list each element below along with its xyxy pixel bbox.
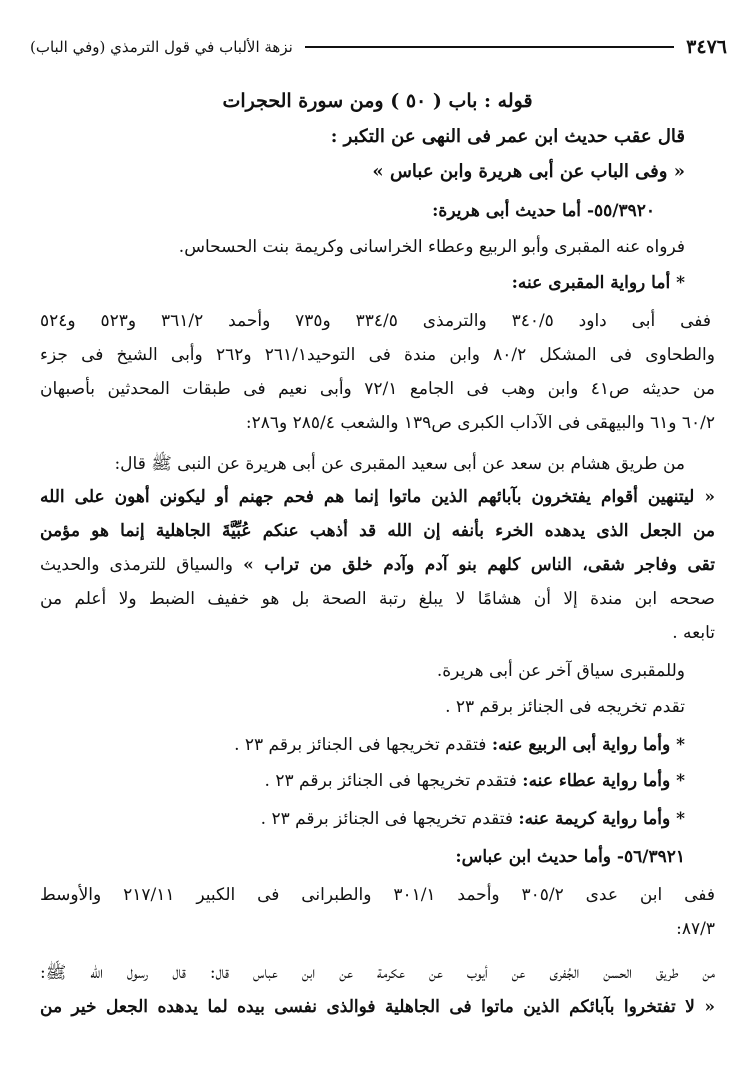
text-line: والطحاوى فى المشكل ٨٠/٢ وابن مندة فى التوحيد٢٦١/١ و٢٦٢ وأبى الشيخ فى جزء bbox=[40, 345, 715, 365]
text-line: ٨٧/٣: bbox=[676, 919, 715, 939]
text-line: وللمقبرى سياق آخر عن أبى هريرة. bbox=[436, 661, 685, 681]
running-title: نزهة الألباب في قول الترمذي (وفي الباب) bbox=[30, 38, 293, 56]
commentary-text: فتقدم تخريجها فى الجنائز برقم ٢٣ . bbox=[264, 771, 523, 791]
hadith-text-line: « لا تفتخروا بآبائكم الذين ماتوا فى الجاهلية فوالذى نفسى بيده لما يدهده الجعل خير من bbox=[40, 997, 715, 1017]
page-header bbox=[30, 30, 727, 64]
commentary-text: فتقدم تخريجها فى الجنائز برقم ٢٣ . bbox=[260, 809, 519, 829]
subsection-heading: * وأما رواية كريمة عنه: bbox=[518, 809, 685, 829]
text-line bbox=[40, 766, 685, 798]
header-rule bbox=[305, 46, 674, 48]
subheading: قال عقب حديث ابن عمر فى النهى عن التكبر : bbox=[330, 126, 685, 147]
quoted-subheading: « وفى الباب عن أبى هريرة وابن عباس » bbox=[372, 161, 685, 182]
hadith-text-line: من الجعل الذى يدهده الخرء بأنفه إن الله قد أذهب عنكم عُبِّيَّةَ الجاهلية إنما هو مؤمن bbox=[40, 521, 715, 541]
text-line: ٦٠/٢ و٦١ والبيهقى فى الآداب الكبرى ص١٣٩ والشعب ٢٨٥/٤ و٢٨٦: bbox=[245, 413, 715, 433]
commentary-text: فتقدم تخريجها فى الجنائز برقم ٢٣ . bbox=[234, 735, 492, 755]
text-line: تقدم تخريجه فى الجنائز برقم ٢٣ . bbox=[445, 697, 685, 717]
text-line: فرواه عنه المقبرى وأبو الربيع وعطاء الخراسانى وكريمة بنت الحسحاس. bbox=[178, 237, 685, 257]
text-line: من طريق هشام بن سعد عن أبى سعيد المقبرى عن أبى هريرة عن النبى ﷺ قال: bbox=[114, 454, 685, 474]
subsection-heading: * وأما رواية أبى الربيع عنه: bbox=[491, 735, 685, 755]
text-line bbox=[40, 730, 685, 762]
text-line: ففى أبى داود ٣٤٠/٥ والترمذى ٣٣٤/٥ و٧٣٥ وأحمد ٣٦١/٢ و٥٢٣ و٥٢٤ bbox=[40, 311, 711, 331]
subsection-heading: * أما رواية المقبرى عنه: bbox=[511, 273, 685, 293]
hadith-text-line: « ليتنهين أقوام يفتخرون بآبائهم الذين ماتوا إنما هم فحم جهنم أو ليكونن أهون على الله bbox=[40, 487, 715, 507]
text-line: من حديثه ص٤١ وابن وهب فى الجامع ٧٢/١ وأبى نعيم فى طبقات المحدثين بأصبهان bbox=[40, 379, 716, 399]
hadith-heading: ٥٦/٣٩٢١- وأما حديث ابن عباس: bbox=[455, 847, 685, 867]
text-line: صححه ابن مندة إلا أن هشامًا لا يبلغ رتبة الصحة بل هو خفيف الضبط ولا أعلم من bbox=[40, 589, 715, 609]
text-line: من طريق الحسن الجُفرى عن أيوب عن عكرمة عن ابن عباس قال: قال رسول الله ﷺ: bbox=[40, 963, 715, 983]
section-heading: قوله : باب ( ٥٠ ) ومن سورة الحجرات bbox=[222, 90, 533, 112]
text-line bbox=[40, 550, 715, 582]
text-line bbox=[40, 804, 685, 836]
commentary-text: والسياق للترمذى والحديث bbox=[40, 555, 244, 575]
hadith-text: تقى وفاجر شقى، الناس كلهم بنو آدم وآدم خلق من تراب » bbox=[243, 555, 715, 575]
text-line: تابعه . bbox=[672, 623, 715, 643]
page-number: ٣٤٧٦ bbox=[686, 36, 727, 58]
hadith-heading: ٥٥/٣٩٢٠- أما حديث أبى هريرة: bbox=[432, 201, 655, 221]
text-line: ففى ابن عدى ٣٠٥/٢ وأحمد ٣٠١/١ والطبرانى فى الكبير ٢١٧/١١ والأوسط bbox=[40, 885, 715, 905]
subsection-heading: * وأما رواية عطاء عنه: bbox=[522, 771, 685, 791]
